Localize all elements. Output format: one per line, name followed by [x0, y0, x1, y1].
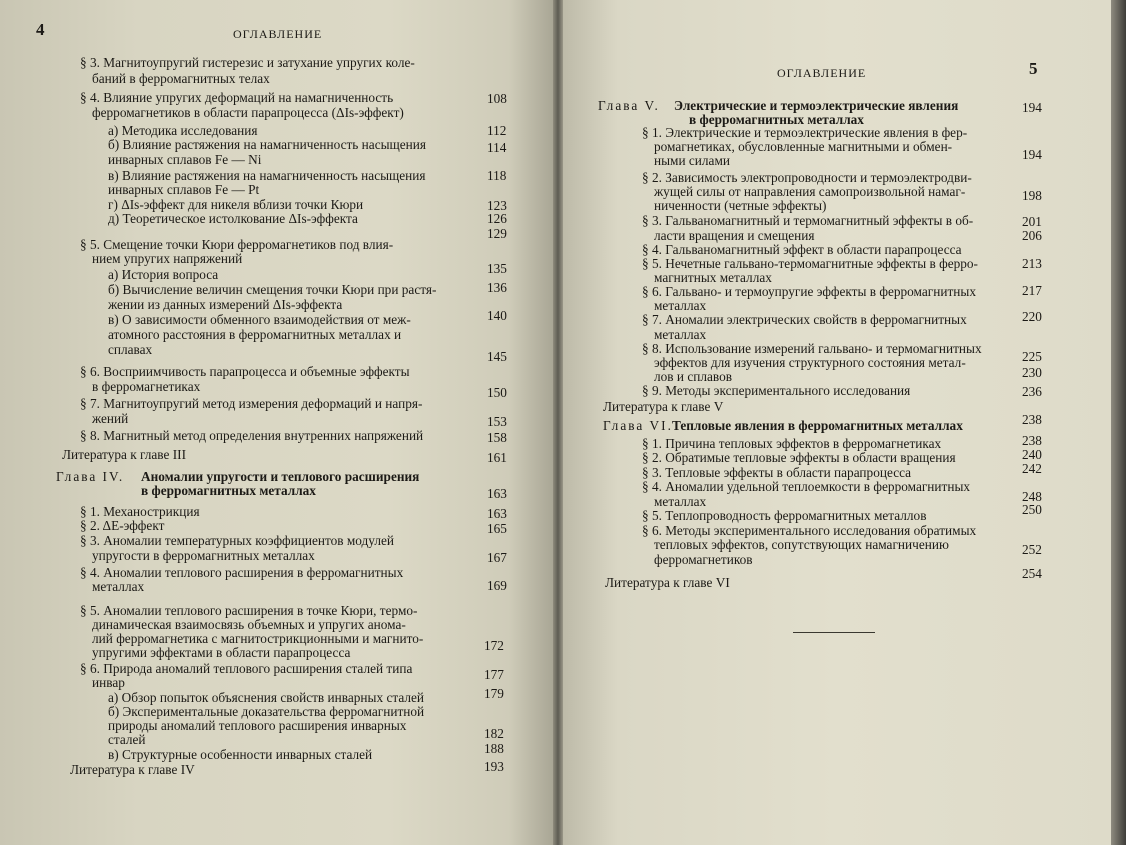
toc-entry: § 8. Магнитный метод определения внутренних напряжений [80, 428, 424, 443]
toc-page-number: 135 [487, 261, 507, 276]
toc-page-number: 225 [1022, 349, 1042, 364]
toc-entry: эффектов для изучения структурного состояния метал- [654, 355, 966, 370]
toc-page-number: 238 [1022, 412, 1042, 427]
toc-page-number: 240 [1022, 447, 1042, 462]
running-title: ОГЛАВЛЕНИЕ [777, 66, 867, 80]
toc-page-number: 177 [484, 667, 504, 682]
toc-entry: Глава V. [598, 98, 660, 113]
toc-entry: динамическая взаимосвязь объемных и упругих анома- [92, 617, 406, 632]
toc-entry: § 4. Аномалии удельной теплоемкости в ферромагнитных [642, 479, 971, 494]
toc-page-number: 153 [487, 414, 507, 429]
toc-entry: атомного расстояния в ферромагнитных металлах и [108, 327, 402, 342]
toc-page-number: 169 [487, 578, 507, 593]
toc-page-number: 123 [487, 198, 507, 213]
toc-entry: ферромагнетиков [654, 552, 753, 567]
toc-entry: сплавах [108, 342, 153, 357]
running-title: ОГЛАВЛЕНИЕ [233, 27, 323, 41]
toc-page-number: 112 [487, 123, 507, 138]
toc-page-number: 161 [487, 450, 507, 465]
toc-entry: жений [92, 411, 129, 426]
toc-page-number: 165 [487, 521, 507, 536]
toc-page-number: 129 [487, 226, 507, 241]
toc-entry: баний в ферромагнитных телах [92, 71, 270, 86]
toc-entry: инвар [92, 675, 125, 690]
toc-page-number: 206 [1022, 228, 1042, 243]
toc-page-number: 238 [1022, 433, 1042, 448]
toc-page-number: 167 [487, 550, 507, 565]
page-edge [1111, 0, 1126, 845]
toc-entry: металлах [654, 494, 707, 509]
toc-entry: металлах [654, 298, 707, 313]
toc-page-number: 150 [487, 385, 507, 400]
toc-entry: д) Теоретическое истолкование ΔIs-эффекта [108, 211, 358, 226]
toc-entry: § 2. ΔE-эффект [80, 518, 165, 533]
toc-page-number: 108 [487, 91, 507, 106]
toc-entry: Литература к главе IV [70, 762, 195, 777]
toc-entry: сталей [108, 732, 146, 747]
toc-entry: § 3. Тепловые эффекты в области парапроцесса [642, 465, 912, 480]
toc-entry: § 1. Механострикция [80, 504, 200, 519]
toc-entry: в ферромагнитных металлах [689, 112, 864, 127]
toc-entry: в) Структурные особенности инварных сталей [108, 747, 373, 762]
toc-entry: ферромагнетиков в области парапроцесса (ΔIs-эффект) [92, 105, 404, 120]
toc-entry: инварных сплавов Fe — Pt [108, 182, 260, 197]
toc-entry: тепловых эффектов, сопутствующих намагничению [654, 537, 949, 552]
toc-page-number: 118 [487, 168, 507, 183]
toc-page-number: 163 [487, 506, 507, 521]
toc-entry: в) Влияние растяжения на намагниченность насыщения [108, 168, 426, 183]
left-page [0, 0, 553, 845]
toc-entry: природы аномалий теплового расширения инварных [108, 718, 407, 733]
toc-entry: § 3. Гальваномагнитный и термомагнитный эффекты в об- [642, 213, 974, 228]
toc-page-number: 179 [484, 686, 504, 701]
toc-entry: Литература к главе III [62, 447, 187, 462]
toc-entry: ниченности (четные эффекты) [654, 198, 827, 213]
toc-entry: § 3. Аномалии температурных коэффициентов модулей [80, 533, 395, 548]
toc-entry: Литература к главе V [603, 399, 724, 414]
toc-page-number: 250 [1022, 502, 1042, 517]
toc-page-number: 254 [1022, 566, 1042, 581]
toc-page-number: 145 [487, 349, 507, 364]
toc-entry: металлах [92, 579, 145, 594]
toc-entry: упругости в ферромагнитных металлах [92, 548, 315, 563]
toc-entry: § 1. Электрические и термоэлектрические явления в фер- [642, 125, 968, 140]
toc-entry: § 4. Аномалии теплового расширения в ферромагнитных [80, 565, 404, 580]
toc-page-number: 140 [487, 308, 507, 323]
toc-entry: ными силами [654, 153, 730, 168]
toc-entry: инварных сплавов Fe — Ni [108, 152, 262, 167]
toc-entry: § 5. Теплопроводность ферромагнитных металлов [642, 508, 927, 523]
toc-page-number: 201 [1022, 214, 1042, 229]
page-number: 5 [1029, 59, 1038, 78]
toc-page-number: 252 [1022, 542, 1042, 557]
toc-page-number: 220 [1022, 309, 1042, 324]
toc-entry: а) Методика исследования [108, 123, 258, 138]
toc-entry: § 5. Смещение точки Кюри ферромагнетиков под влия- [80, 237, 394, 252]
toc-page-number: 198 [1022, 188, 1042, 203]
toc-entry: § 6. Природа аномалий теплового расширения сталей типа [80, 661, 413, 676]
toc-entry: упругими эффектами в области парапроцесса [92, 645, 351, 660]
toc-entry: § 2. Зависимость электропроводности и термоэлектродви- [642, 170, 972, 185]
toc-page-number: 172 [484, 638, 504, 653]
toc-entry: ромагнетиках, обусловленные магнитными и обмен- [654, 139, 953, 154]
toc-entry: § 5. Нечетные гальвано-термомагнитные эффекты в ферро- [642, 256, 978, 271]
toc-entry: лий ферромагнетика с магнитострикционными и магнито- [92, 631, 424, 646]
toc-entry: § 4. Влияние упругих деформаций на намагниченность [80, 90, 394, 105]
toc-entry: Глава IV. [56, 469, 125, 484]
toc-entry: магнитных металлах [654, 270, 772, 285]
toc-entry: металлах [654, 327, 707, 342]
toc-entry: § 9. Методы экспериментального исследования [642, 383, 911, 398]
toc-entry: § 8. Использование измерений гальвано- и термомагнитных [642, 341, 982, 356]
toc-entry: в) О зависимости обменного взаимодействия от меж- [108, 312, 411, 327]
toc-entry: Литература к главе VI [605, 575, 730, 590]
toc-entry: жении из данных измерений ΔIs-эффекта [108, 297, 343, 312]
toc-entry: ласти вращения и смещения [654, 228, 815, 243]
toc-page-number: 194 [1022, 100, 1042, 115]
toc-entry: а) Обзор попыток объяснения свойств инварных сталей [108, 690, 424, 705]
toc-entry: Глава VI. [603, 418, 673, 433]
toc-entry: лов и сплавов [654, 369, 732, 384]
toc-page-number: 248 [1022, 489, 1042, 504]
toc-entry: § 4. Гальваномагнитный эффект в области парапроцесса [642, 242, 962, 257]
toc-entry: б) Влияние растяжения на намагниченность насыщения [108, 137, 427, 152]
toc-page-number: 217 [1022, 283, 1042, 298]
toc-entry: б) Экспериментальные доказательства ферромагнитной [108, 704, 425, 719]
toc-entry: § 2. Обратимые тепловые эффекты в области вращения [642, 450, 956, 465]
end-rule [793, 632, 875, 633]
toc-page-number: 193 [484, 759, 504, 774]
toc-entry: Аномалии упругости и теплового расширения [141, 469, 420, 484]
toc-page-number: 114 [487, 140, 507, 155]
toc-page-number: 236 [1022, 384, 1042, 399]
right-page [563, 0, 1111, 845]
toc-page-number: 158 [487, 430, 507, 445]
toc-entry: в ферромагнитных металлах [141, 483, 316, 498]
toc-entry: а) История вопроса [108, 267, 219, 282]
toc-page-number: 242 [1022, 461, 1042, 476]
toc-entry: жущей силы от направления самопроизвольной намаг- [654, 184, 966, 199]
toc-entry: нием упругих напряжений [92, 251, 243, 266]
toc-entry: Электрические и термоэлектрические явления [674, 98, 959, 113]
toc-entry: б) Вычисление величин смещения точки Кюри при растя- [108, 282, 437, 297]
book-gutter [553, 0, 563, 845]
toc-entry: в ферромагнетиках [92, 379, 201, 394]
toc-entry: § 6. Восприимчивость парапроцесса и объемные эффекты [80, 364, 410, 379]
toc-page-number: 230 [1022, 365, 1042, 380]
toc-entry: § 1. Причина тепловых эффектов в ферромагнетиках [642, 436, 942, 451]
toc-entry: г) ΔIs-эффект для никеля вблизи точки Кюри [108, 197, 364, 212]
toc-page-number: 126 [487, 211, 507, 226]
toc-page-number: 182 [484, 726, 504, 741]
toc-entry: § 7. Магнитоупругий метод измерения деформаций и напря- [80, 396, 423, 411]
toc-entry: § 7. Аномалии электрических свойств в ферромагнитных [642, 312, 967, 327]
toc-entry: § 6. Методы экспериментального исследования обратимых [642, 523, 977, 538]
toc-entry: § 6. Гальвано- и термоупругие эффекты в ферромагнитных [642, 284, 976, 299]
toc-page-number: 163 [487, 486, 507, 501]
toc-entry: § 3. Магнитоупругий гистерезис и затухание упругих коле- [80, 55, 415, 70]
toc-page-number: 188 [484, 741, 504, 756]
toc-page-number: 194 [1022, 147, 1042, 162]
toc-page-number: 136 [487, 280, 507, 295]
toc-page-number: 213 [1022, 256, 1042, 271]
toc-entry: § 5. Аномалии теплового расширения в точке Кюри, термо- [80, 603, 418, 618]
toc-entry: Тепловые явления в ферромагнитных металлах [672, 418, 963, 433]
page-number: 4 [36, 20, 45, 39]
